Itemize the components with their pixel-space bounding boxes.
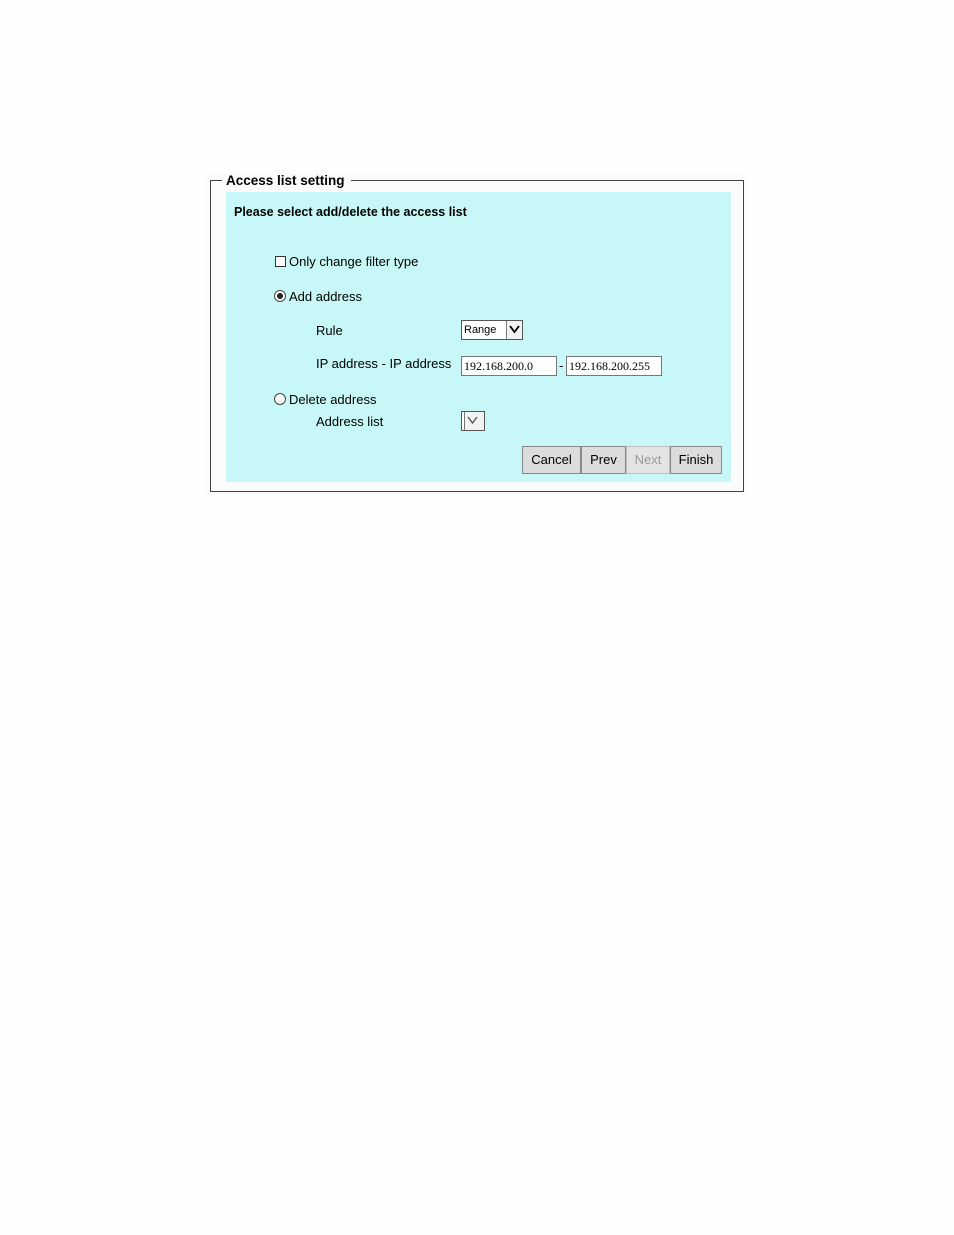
rule-label: Rule: [316, 323, 343, 338]
ip-from-input[interactable]: 192.168.200.0: [461, 356, 557, 376]
only-change-filter-label: Only change filter type: [289, 254, 419, 269]
address-list-select[interactable]: [461, 411, 485, 431]
prev-button[interactable]: Prev: [581, 446, 626, 474]
access-list-panel: [226, 192, 731, 482]
address-list-label: Address list: [316, 414, 384, 429]
ip-to-input[interactable]: 192.168.200.255: [566, 356, 662, 376]
add-address-radio[interactable]: [274, 290, 286, 302]
rule-select-value: Range: [464, 324, 497, 336]
delete-address-radio[interactable]: [274, 393, 286, 405]
chevron-down-icon: [506, 321, 522, 339]
access-list-setting-fieldset: [206, 173, 747, 495]
delete-address-label: Delete address: [289, 392, 377, 407]
next-button[interactable]: Next: [626, 446, 670, 474]
ip-range-label: IP address - IP address: [316, 356, 452, 371]
rule-select[interactable]: [461, 320, 523, 340]
panel-heading: Please select add/delete the access list: [234, 205, 467, 219]
add-address-label: Add address: [289, 289, 362, 304]
only-change-filter-checkbox[interactable]: [275, 256, 286, 267]
ip-range-separator: -: [559, 358, 564, 373]
finish-button[interactable]: Finish: [670, 446, 722, 474]
fieldset-legend: Access list setting: [222, 173, 351, 189]
chevron-down-icon: [464, 412, 484, 430]
cancel-button[interactable]: Cancel: [522, 446, 581, 474]
